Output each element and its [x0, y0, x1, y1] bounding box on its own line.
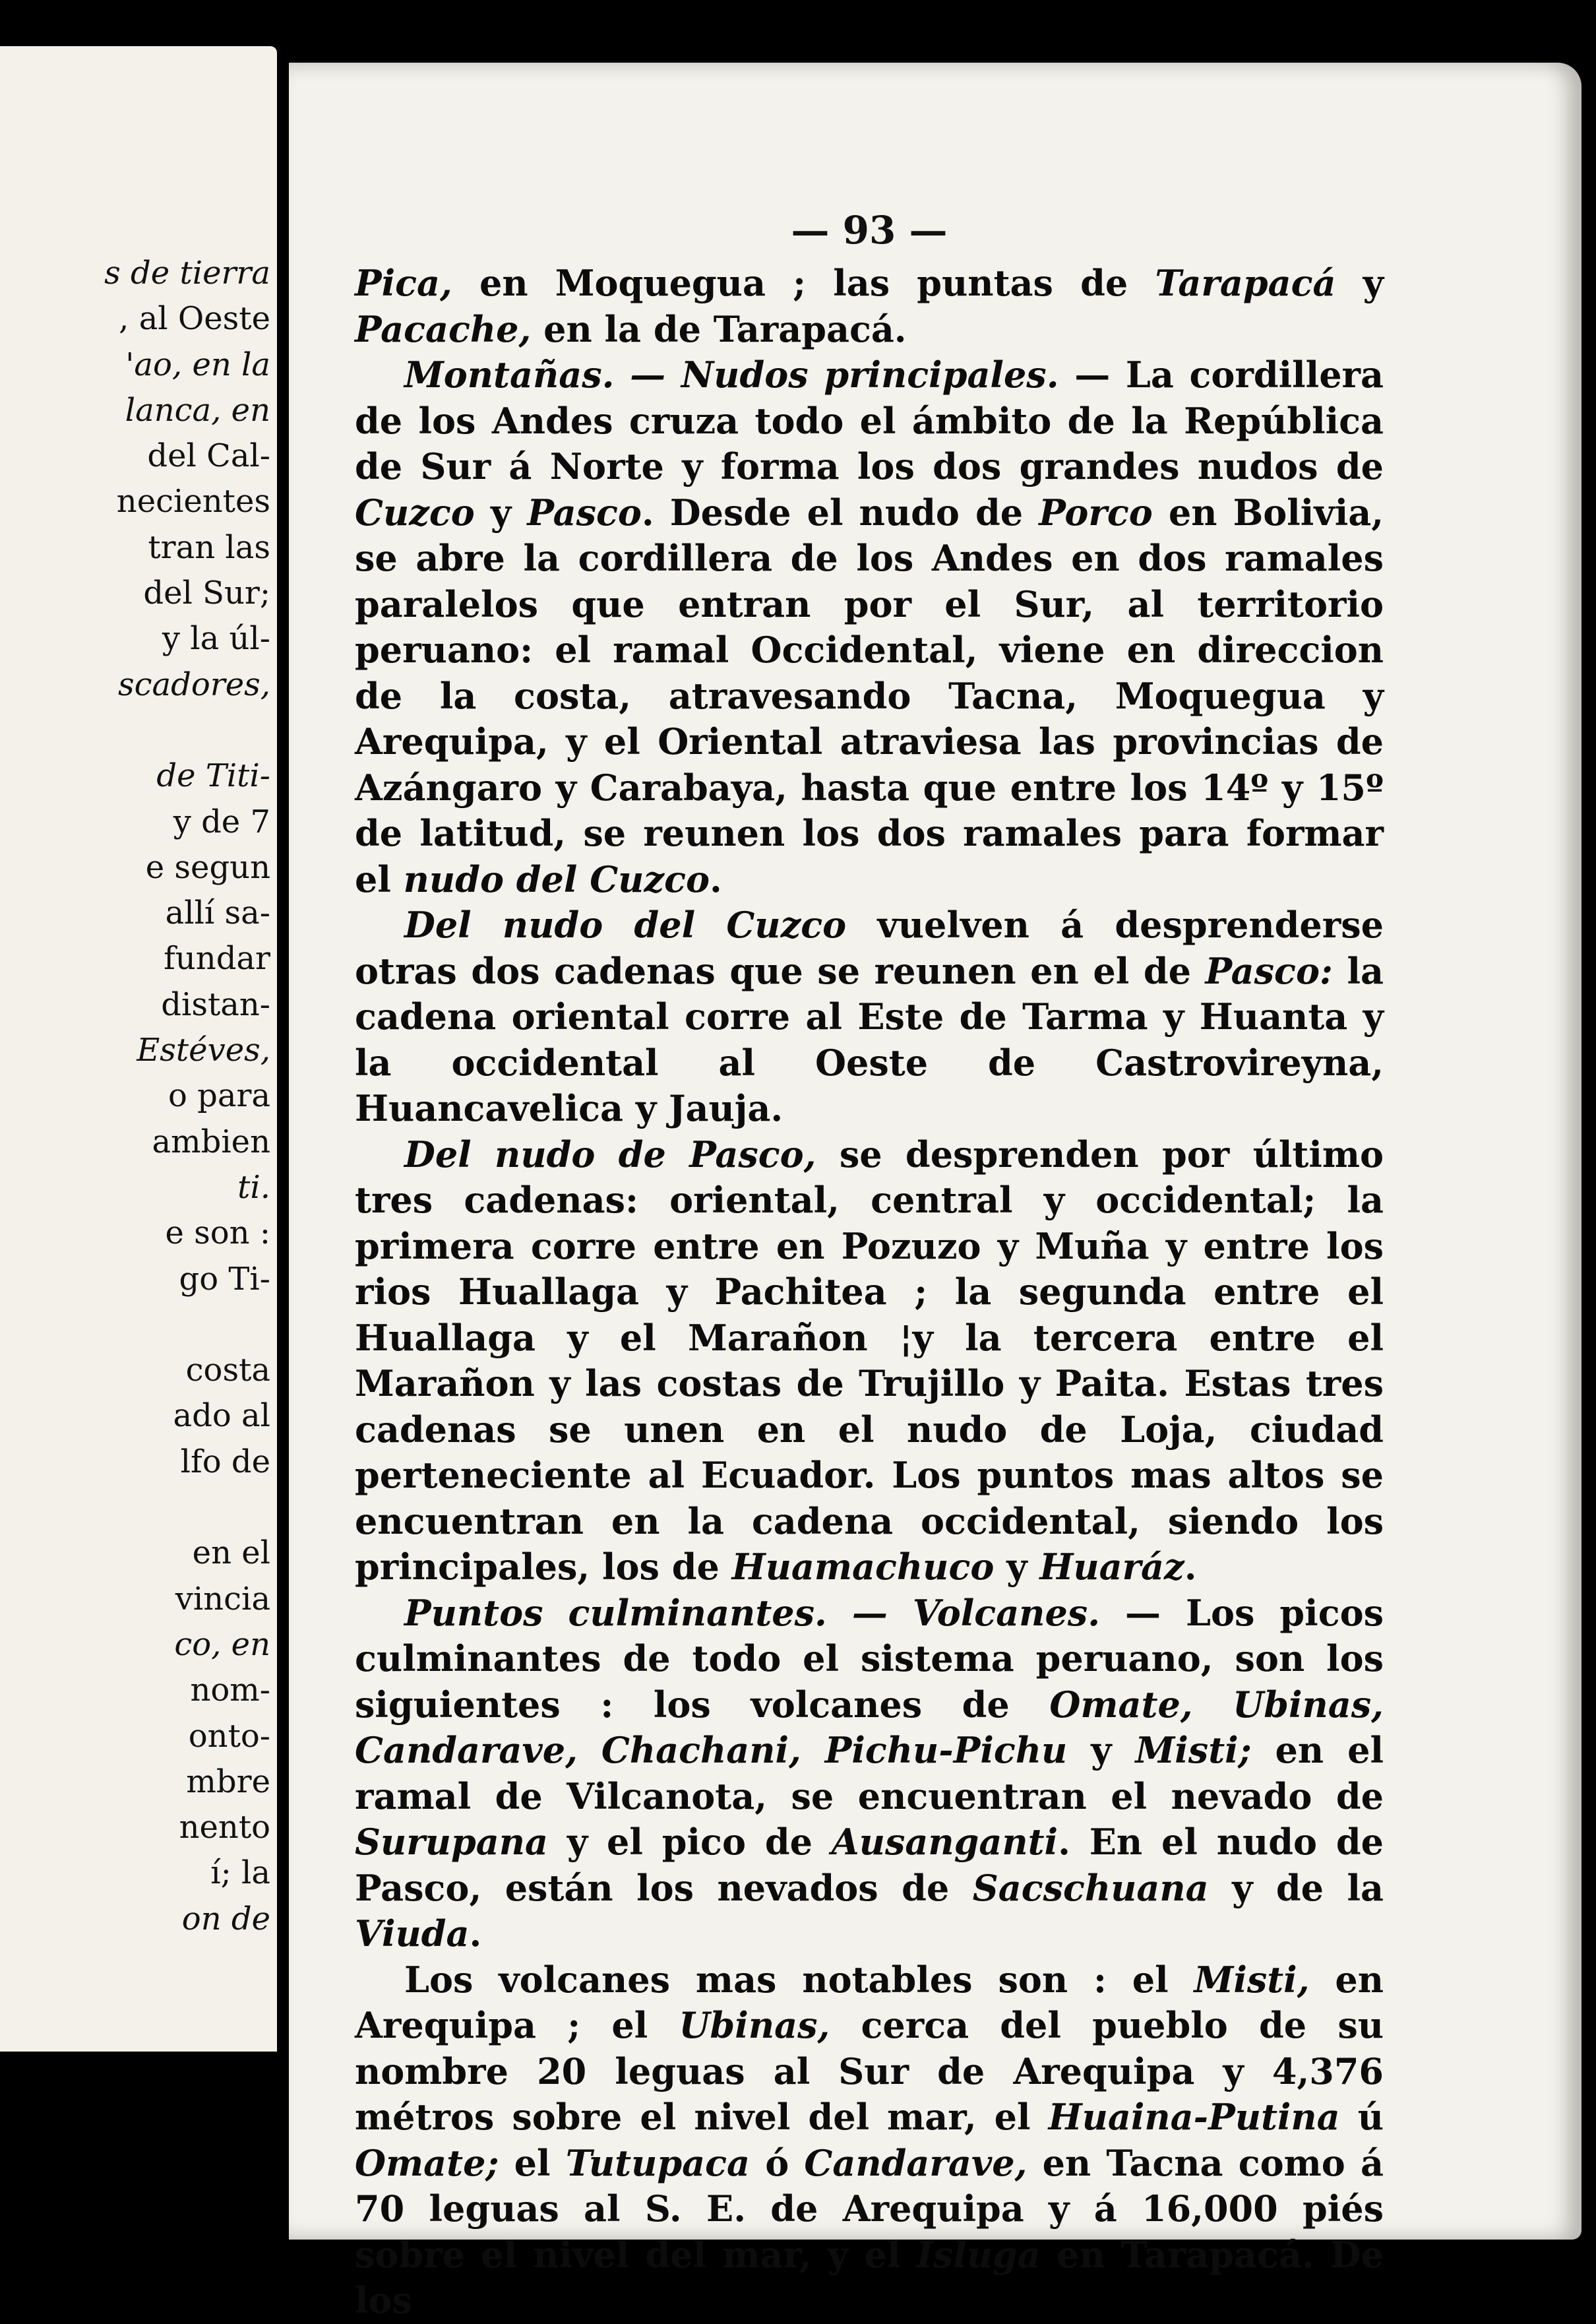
- left-text-line: distan-: [161, 986, 270, 1023]
- section-heading: Puntos culminantes. — Volcanes.: [404, 1591, 1100, 1634]
- left-text-line: lfo de: [180, 1443, 270, 1480]
- left-text-line: e segun: [145, 848, 270, 886]
- page-number: — 93 —: [791, 208, 948, 253]
- left-text-line: e son :: [165, 1214, 270, 1252]
- left-text-line: del Sur;: [143, 575, 270, 612]
- book-gutter: [277, 0, 289, 2269]
- left-text-line: mbre: [186, 1763, 270, 1800]
- left-text-line: o para: [168, 1077, 270, 1115]
- paragraph-6: Los volcanes mas notables son : el Misti, en Arequipa ; el Ubinas, cerca del pueblo de su nombre 20 leguas al Sur de Arequipa y 4,376 métros sobre el nivel del mar, el Huaina-Putina ú Omate; el Tutupaca ó Candarave, en Tacna como á 70 leguas al S. E. de Arequipa y á 16,000 piés sobre el nivel del mar, y el Isluga en Tarapacá. De los: [355, 1958, 1384, 2321]
- left-text-line: ambien: [152, 1123, 270, 1160]
- left-text-line: de Titi-: [156, 757, 270, 795]
- body-text: [355, 261, 1384, 2324]
- left-text-line: nento: [179, 1809, 270, 1846]
- left-text-line: onto-: [188, 1717, 270, 1755]
- left-text-line: Estéves,: [137, 1032, 270, 1069]
- paragraph-1: Pica, en Moquegua ; las puntas de Tarapacá y Pacache, en la de Tarapacá.: [355, 262, 1384, 350]
- left-text-line: fundar: [164, 940, 270, 978]
- left-text-line: y la úl-: [162, 620, 270, 658]
- left-text-line: co, en: [174, 1625, 270, 1663]
- paragraph-3: Del nudo del Cuzco vuelven á desprenderse otras dos cadenas que se reunen en el de Pasco: la cadena oriental corre al Este de Tarma y Huanta y la occidental al Oeste de Castrovireyna, Huancavelica y Jauja.: [355, 904, 1384, 1129]
- left-text-line: y de 7: [173, 803, 270, 840]
- paragraph-2: Montañas. — Nudos principales. — La cordillera de los Andes cruza todo el ámbito de la República de Sur á Norte y forma los dos grandes nudos de Cuzco y Pasco. Desde el nudo de Porco en Bolivia, se abre la cordillera de los Andes en dos ramales paralelos que entran por el Sur, al territorio peruano: el ramal Occidental, viene en direccion de la costa, atravesando Tacna, Moquegua y Arequipa, y el Oriental atraviesa las provincias de Azángaro y Carabaya, hasta que entre los 14º y 15º de latitud, se reunen los dos ramales para formar el nudo del Cuzco.: [355, 354, 1384, 900]
- left-text-line: tran las: [148, 528, 270, 566]
- left-text-line: on de: [181, 1900, 270, 1937]
- italic-term: Pica,: [355, 262, 452, 304]
- left-text-line: í; la: [210, 1854, 270, 1892]
- left-text-line: lanca, en: [125, 391, 270, 429]
- left-text-line: vincia: [175, 1580, 270, 1617]
- left-text-line: [33, 1485, 270, 1530]
- section-heading: Montañas. — Nudos principales.: [404, 354, 1059, 396]
- left-text-line: go Ti-: [179, 1260, 270, 1298]
- left-text-line: ti.: [237, 1168, 270, 1206]
- right-page: [289, 63, 1581, 2321]
- left-text-line: ado al: [173, 1397, 270, 1435]
- paragraph-4: Del nudo de Pasco, se desprenden por último tres cadenas: oriental, central y occidental; la primera corre entre en Pozuzo y Muña y entre los rios Huallaga y Pachitea ; la segunda entre el Huallaga y el Marañon ¦y la tercera entre el Marañon y las costas de Trujillo y Paita. Estas tres cadenas se unen en el nudo de Loja, ciudad perteneciente al Ecuador. Los puntos mas altos se encuentran en la cadena occidental, siendo los principales, los de Huamachuco y Huaráz.: [355, 1133, 1384, 1588]
- left-text-line: 'ao, en la: [125, 346, 270, 383]
- paragraph-5: Puntos culminantes. — Volcanes. — Los picos culminantes de todo el sistema peruano, son los siguientes : los volcanes de Omate, Ubinas, Candarave, Chachani, Pichu-Pichu y Misti; en el ramal de Vilcanota, se encuentran el nevado de Surupana y el pico de Ausanganti. En el nudo de Pasco, están los nevados de Sacschuana y de la Viuda.: [355, 1591, 1384, 1955]
- left-text-line: s de tierra: [104, 255, 270, 292]
- left-page-fragment: [0, 46, 277, 2052]
- left-text-line: scadores,: [118, 666, 270, 703]
- left-text-line: en el: [192, 1534, 270, 1572]
- left-text-line: [33, 708, 270, 753]
- left-text-line: , al Oeste: [119, 300, 270, 338]
- left-text-line: nom-: [190, 1672, 270, 1709]
- left-text-line: del Cal-: [147, 437, 270, 475]
- left-text-line: [33, 1302, 270, 1348]
- left-text-line: costa: [185, 1352, 270, 1389]
- left-text-line: necientes: [116, 483, 270, 520]
- left-text-line: allí sa-: [165, 895, 270, 932]
- left-page-text: [33, 251, 270, 1942]
